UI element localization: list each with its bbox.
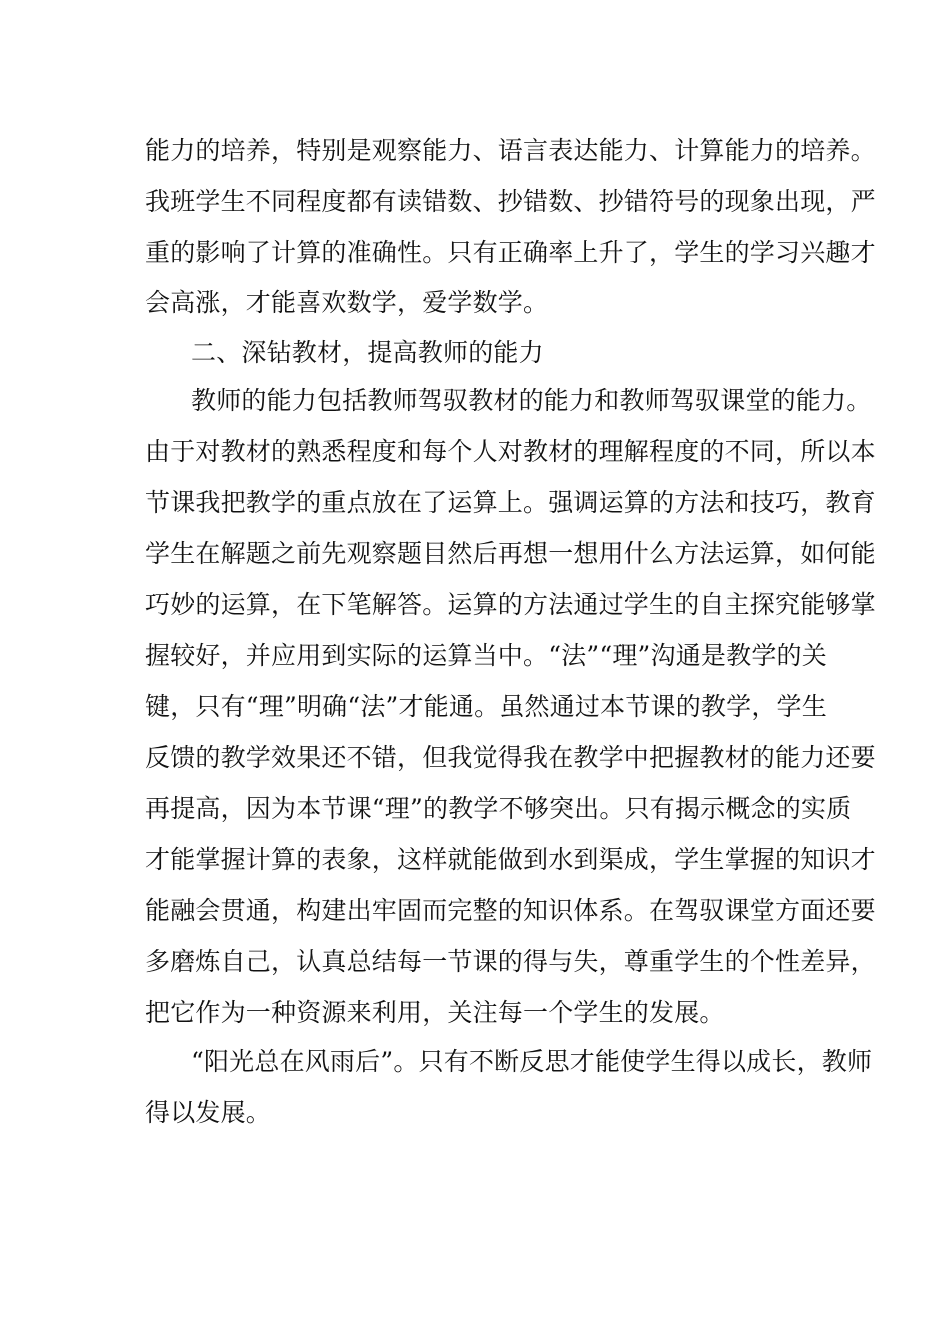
section-heading: 二、深钻教材，提高教师的能力 <box>191 338 544 367</box>
text-line: 会高涨，才能喜欢数学，爱学数学。 <box>145 288 549 317</box>
text-line: 反馈的教学效果还不错，但我觉得我在教学中把握教材的能力还要 <box>145 743 876 772</box>
text-line: 多磨炼自己，认真总结每一节课的得与失，尊重学生的个性差异， <box>145 947 876 976</box>
text-line: 才能掌握计算的表象，这样就能做到水到渠成，学生掌握的知识才 <box>145 845 876 874</box>
text-line: 能融会贯通，构建出牢固而完整的知识体系。在驾驭课堂方面还要 <box>145 896 876 925</box>
text-line: 握较好，并应用到实际的运算当中。“法”“理”沟通是教学的关 <box>145 641 827 670</box>
text-line: 键，只有“理”明确“法”才能通。虽然通过本节课的教学，学生 <box>145 692 827 721</box>
text-line: 巧妙的运算，在下笔解答。运算的方法通过学生的自主探究能够掌 <box>145 590 876 619</box>
text-line: 把它作为一种资源来利用，关注每一个学生的发展。 <box>145 998 725 1027</box>
text-line: 能力的培养，特别是观察能力、语言表达能力、计算能力的培养。 <box>145 136 876 165</box>
text-line: 学生在解题之前先观察题目然后再想一想用什么方法运算，如何能 <box>145 539 876 568</box>
text-line: 再提高，因为本节课“理”的教学不够突出。只有揭示概念的实质 <box>145 794 852 823</box>
paragraph-first-line: 教师的能力包括教师驾驭教材的能力和教师驾驭课堂的能力。 <box>191 386 872 415</box>
text-line: 得以发展。 <box>145 1098 272 1127</box>
text-line: 重的影响了计算的准确性。只有正确率上升了，学生的学习兴趣才 <box>145 238 876 267</box>
text-line: 我班学生不同程度都有读错数、抄错数、抄错符号的现象出现，严 <box>145 187 876 216</box>
paragraph-first-line: “阳光总在风雨后”。只有不断反思才能使学生得以成长，教师 <box>191 1047 873 1076</box>
text-line: 由于对教材的熟悉程度和每个人对教材的理解程度的不同，所以本 <box>145 437 876 466</box>
text-line: 节课我把教学的重点放在了运算上。强调运算的方法和技巧，教育 <box>145 488 876 517</box>
